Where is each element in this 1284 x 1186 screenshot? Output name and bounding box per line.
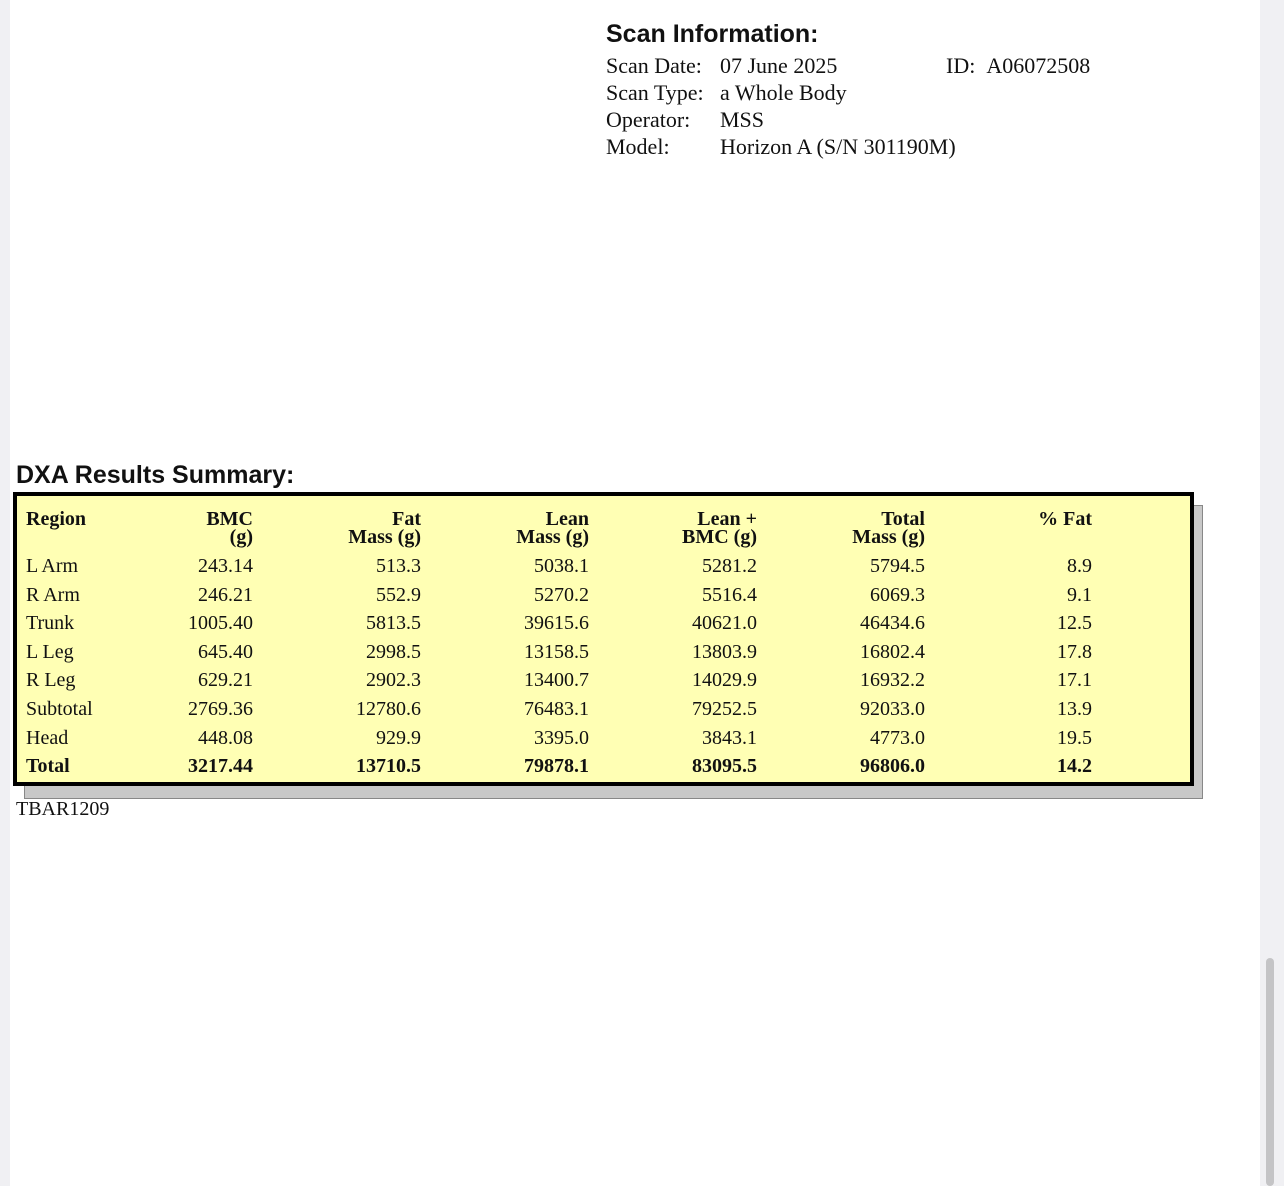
cell-fat-mass: 12780.6 <box>356 698 421 720</box>
header-bmc-line: BMC <box>206 508 253 530</box>
cell-bmc: 629.21 <box>198 669 253 692</box>
cell-lean-mass: 5270.2 <box>534 583 589 606</box>
scan-type-value: a Whole Body <box>720 80 847 105</box>
cell-bmc: 2769.36 <box>188 698 253 720</box>
header-total-mass-line: Mass (g) <box>852 526 925 548</box>
report-code: TBAR1209 <box>16 798 110 820</box>
header-region <box>26 510 86 528</box>
scan-information-title: Scan Information: <box>606 20 819 48</box>
cell-pct-fat: 17.8 <box>1057 640 1092 663</box>
model-row <box>606 134 956 160</box>
cell-lean-mass: 5038.1 <box>534 555 589 577</box>
cell-lean-bmc: 79252.5 <box>692 698 757 720</box>
operator-row <box>606 107 764 133</box>
cell-lean-bmc: 13803.9 <box>692 640 757 663</box>
cell-region: L Leg <box>26 640 74 663</box>
cell-fat-mass: 2902.3 <box>366 669 421 692</box>
cell-lean-mass: 76483.1 <box>524 698 589 720</box>
cell-fat-mass: 929.9 <box>376 726 421 749</box>
model-value: Horizon A (S/N 301190M) <box>720 134 956 159</box>
header-lean-bmc <box>617 510 757 546</box>
model-label: Model: <box>606 134 670 159</box>
id-row <box>946 53 1090 79</box>
header-bmc <box>113 510 253 546</box>
cell-region: Trunk <box>26 612 75 635</box>
cell-pct-fat: 9.1 <box>1067 583 1092 606</box>
cell-region: Subtotal <box>26 698 93 720</box>
cell-lean-mass: 13400.7 <box>524 669 589 692</box>
cell-lean-bmc: 40621.0 <box>692 612 757 635</box>
cell-bmc: 645.40 <box>198 640 253 663</box>
cell-total-mass: 16932.2 <box>860 669 925 692</box>
scan-date-row <box>606 53 837 79</box>
header-lean-mass-line: Lean <box>545 508 589 530</box>
cell-total-mass: 5794.5 <box>870 555 925 577</box>
cell-fat-mass: 5813.5 <box>366 612 421 635</box>
header-region-line: Region <box>26 508 86 530</box>
cell-region: R Leg <box>26 669 76 692</box>
scan-type-label: Scan Type: <box>606 80 704 105</box>
cell-lean-bmc: 3843.1 <box>702 726 757 749</box>
header-lean-bmc-line: Lean + <box>697 508 757 530</box>
scan-type-row <box>606 80 847 106</box>
cell-fat-mass: 513.3 <box>376 555 421 577</box>
cell-bmc: 246.21 <box>198 583 253 606</box>
operator-label: Operator: <box>606 107 691 132</box>
header-fat-mass-line: Fat <box>392 508 421 530</box>
header-pct-fat-line: % Fat <box>1038 508 1092 530</box>
cell-bmc: 243.14 <box>198 555 253 577</box>
cell-total-mass: 92033.0 <box>860 698 925 720</box>
header-bmc-line: (g) <box>229 526 253 548</box>
cell-lean-bmc: 83095.5 <box>692 755 757 778</box>
cell-fat-mass: 13710.5 <box>356 755 421 778</box>
vertical-scrollbar[interactable] <box>1266 958 1274 1186</box>
dxa-results-title: DXA Results Summary: <box>16 461 295 489</box>
header-lean-bmc-line: BMC (g) <box>682 526 757 548</box>
header-fat-mass-line: Mass (g) <box>348 526 421 548</box>
cell-region: Total <box>26 755 70 778</box>
dxa-results-table <box>13 492 1194 786</box>
cell-bmc: 448.08 <box>198 726 253 749</box>
cell-total-mass: 6069.3 <box>870 583 925 606</box>
cell-pct-fat: 13.9 <box>1057 698 1092 720</box>
cell-bmc: 3217.44 <box>188 755 253 778</box>
header-lean-mass-line: Mass (g) <box>516 526 589 548</box>
header-pct-fat <box>952 510 1092 528</box>
cell-fat-mass: 2998.5 <box>366 640 421 663</box>
header-fat-mass <box>281 510 421 546</box>
cell-total-mass: 16802.4 <box>860 640 925 663</box>
cell-pct-fat: 17.1 <box>1057 669 1092 692</box>
cell-lean-mass: 13158.5 <box>524 640 589 663</box>
cell-pct-fat: 12.5 <box>1057 612 1092 635</box>
cell-pct-fat: 8.9 <box>1067 555 1092 577</box>
cell-bmc: 1005.40 <box>188 612 253 635</box>
cell-total-mass: 96806.0 <box>860 755 925 778</box>
cell-lean-mass: 79878.1 <box>524 755 589 778</box>
cell-region: L Arm <box>26 555 79 577</box>
operator-value: MSS <box>720 107 765 132</box>
cell-lean-mass: 39615.6 <box>524 612 589 635</box>
header-total-mass-line: Total <box>881 508 925 530</box>
cell-lean-mass: 3395.0 <box>534 726 589 749</box>
header-lean-mass <box>449 510 589 546</box>
cell-region: Head <box>26 726 69 749</box>
cell-lean-bmc: 14029.9 <box>692 669 757 692</box>
cell-total-mass: 46434.6 <box>860 612 925 635</box>
cell-pct-fat: 19.5 <box>1057 726 1092 749</box>
scan-date-label: Scan Date: <box>606 53 702 78</box>
cell-fat-mass: 552.9 <box>376 583 421 606</box>
cell-pct-fat: 14.2 <box>1057 755 1092 778</box>
id-value: A06072508 <box>986 53 1091 78</box>
cell-region: R Arm <box>26 583 80 606</box>
cell-total-mass: 4773.0 <box>870 726 925 749</box>
header-total-mass <box>785 510 925 546</box>
scan-date-value: 07 June 2025 <box>720 53 838 78</box>
cell-lean-bmc: 5281.2 <box>702 555 757 577</box>
cell-lean-bmc: 5516.4 <box>702 583 757 606</box>
id-label: ID: <box>946 53 976 78</box>
